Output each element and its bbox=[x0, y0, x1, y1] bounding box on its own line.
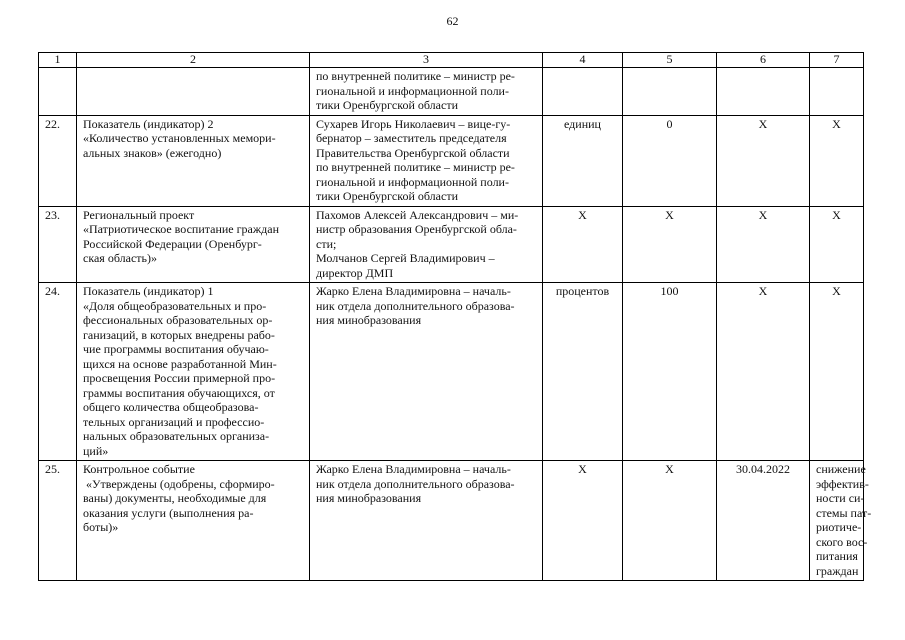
result-cell bbox=[810, 461, 872, 581]
unit-cell: X bbox=[543, 461, 623, 581]
indicator-name-line: оказания услуги (выполнения ра- bbox=[83, 505, 254, 520]
value-cell: 100 bbox=[623, 283, 717, 461]
responsible-person-line: Правительства Оренбургской области bbox=[316, 145, 510, 160]
responsible-person-line: тики Оренбургской области bbox=[316, 98, 458, 112]
result-cell-line: снижение bbox=[816, 462, 866, 476]
column-header: 5 bbox=[623, 53, 717, 68]
unit-cell: единиц bbox=[543, 115, 623, 206]
value-cell: X bbox=[623, 206, 717, 283]
date-cell: 30.04.2022 bbox=[717, 461, 810, 581]
result-cell bbox=[810, 68, 864, 116]
table-row bbox=[39, 115, 864, 206]
table-row bbox=[39, 206, 864, 283]
responsible-person-line: Молчанов Сергей Владимирович – bbox=[316, 251, 495, 265]
indicator-name-line: ций» bbox=[83, 443, 109, 458]
result-cell-line: X bbox=[832, 284, 841, 298]
row-number: 22. bbox=[39, 115, 77, 206]
column-header: 2 bbox=[77, 53, 310, 68]
date-cell: X bbox=[717, 206, 810, 283]
value-cell bbox=[623, 68, 717, 116]
responsible-person-line: гиональной и информационной поли- bbox=[316, 83, 509, 98]
responsible-person-line: ник отдела дополнительного образова- bbox=[316, 298, 515, 313]
result-cell bbox=[810, 206, 864, 283]
responsible-person-line: сти; bbox=[316, 236, 337, 251]
table-row bbox=[39, 68, 864, 116]
responsible-person bbox=[310, 68, 543, 116]
result-cell-line: ского вос- bbox=[816, 534, 868, 549]
indicator-name bbox=[77, 68, 310, 116]
indicator-name-line: щихся на основе разработанной Мин- bbox=[83, 356, 277, 371]
row-number: 24. bbox=[39, 283, 77, 461]
unit-cell: процентов bbox=[543, 283, 623, 461]
responsible-person-line: ник отдела дополнительного образова- bbox=[316, 476, 515, 491]
result-cell-line: питания bbox=[816, 549, 858, 563]
responsible-person-line: ния минобразования bbox=[316, 491, 422, 505]
indicator-name-line: просвещения России примерной про- bbox=[83, 371, 276, 385]
column-header: 4 bbox=[543, 53, 623, 68]
result-cell-line: X bbox=[832, 116, 841, 131]
responsible-person-line: ния минобразования bbox=[316, 313, 422, 327]
result-cell-line: риотиче- bbox=[816, 520, 862, 534]
responsible-person-line: бернатор – заместитель председателя bbox=[316, 131, 507, 145]
indicator-name bbox=[77, 206, 310, 283]
responsible-person-line: Пахомов Алексей Александрович – ми- bbox=[316, 207, 519, 222]
responsible-person-line: по внутренней политике – министр ре- bbox=[316, 160, 515, 174]
indicator-name-line: ганизаций, в которых внедрены рабо- bbox=[83, 327, 275, 342]
indicator-name bbox=[77, 115, 310, 206]
indicators-table bbox=[38, 52, 872, 581]
row-number bbox=[39, 68, 77, 116]
indicator-name-line: тельных организаций и профессио- bbox=[83, 414, 265, 429]
indicator-name-line: Показатель (индикатор) 1 bbox=[83, 284, 214, 298]
responsible-person bbox=[310, 115, 543, 206]
column-header: 1 bbox=[39, 53, 77, 68]
date-cell: X bbox=[717, 283, 810, 461]
result-cell-line: стемы пат- bbox=[816, 505, 872, 520]
indicator-name-line: «Патриотическое воспитание граждан bbox=[83, 222, 280, 236]
indicator-name-line: ская область)» bbox=[83, 251, 157, 265]
date-cell: X bbox=[717, 115, 810, 206]
result-cell-line: эффектив- bbox=[816, 476, 869, 491]
result-cell bbox=[810, 115, 864, 206]
result-cell-line: граждан bbox=[816, 563, 859, 578]
indicator-name-line: боты)» bbox=[83, 520, 119, 534]
indicator-name-line: «Утверждены (одобрены, сформиро- bbox=[83, 476, 275, 491]
column-header: 7 bbox=[810, 53, 864, 68]
row-number: 23. bbox=[39, 206, 77, 283]
unit-cell bbox=[543, 68, 623, 116]
responsible-person-line: гиональной и информационной поли- bbox=[316, 174, 509, 189]
indicator-name-line: чие программы воспитания обучаю- bbox=[83, 342, 269, 356]
responsible-person bbox=[310, 283, 543, 461]
indicator-name-line: граммы воспитания обучающихся, от bbox=[83, 385, 275, 400]
indicator-name-line: нальных образовательных организа- bbox=[83, 429, 270, 443]
indicator-name-line: фессиональных образовательных ор- bbox=[83, 313, 273, 327]
header-row bbox=[39, 53, 864, 68]
table-row bbox=[39, 461, 864, 581]
indicator-name-line: «Количество установленных мемори- bbox=[83, 131, 276, 145]
responsible-person-line: тики Оренбургской области bbox=[316, 189, 458, 203]
responsible-person-line: по внутренней политике – министр ре- bbox=[316, 69, 515, 83]
result-cell bbox=[810, 283, 864, 461]
result-cell-line: X bbox=[832, 207, 841, 222]
responsible-person-line: Жарко Елена Владимировна – началь- bbox=[316, 284, 511, 298]
responsible-person bbox=[310, 206, 543, 283]
indicator-name bbox=[77, 461, 310, 581]
responsible-person-line: Сухарев Игорь Николаевич – вице-гу- bbox=[316, 116, 511, 131]
result-cell-line: ности си- bbox=[816, 491, 865, 505]
indicator-name-line: общего количества общеобразова- bbox=[83, 400, 259, 414]
responsible-person-line: директор ДМП bbox=[316, 265, 394, 280]
indicator-name-line: ваны) документы, необходимые для bbox=[83, 491, 267, 505]
row-number: 25. bbox=[39, 461, 77, 581]
unit-cell: X bbox=[543, 206, 623, 283]
date-cell bbox=[717, 68, 810, 116]
indicator-name-line: Контрольное событие bbox=[83, 462, 195, 476]
indicator-name-line: Показатель (индикатор) 2 bbox=[83, 116, 214, 131]
responsible-person bbox=[310, 461, 543, 581]
column-header: 6 bbox=[717, 53, 810, 68]
indicator-name-line: альных знаков» (ежегодно) bbox=[83, 145, 222, 160]
column-header: 3 bbox=[310, 53, 543, 68]
value-cell: 0 bbox=[623, 115, 717, 206]
table-row bbox=[39, 283, 864, 461]
indicator-name-line: «Доля общеобразовательных и про- bbox=[83, 298, 267, 313]
responsible-person-line: нистр образования Оренбургской обла- bbox=[316, 222, 517, 236]
indicator-name-line: Российской Федерации (Оренбург- bbox=[83, 236, 262, 251]
indicator-name-line: Региональный проект bbox=[83, 207, 195, 222]
page-number: 62 bbox=[446, 14, 459, 28]
value-cell: X bbox=[623, 461, 717, 581]
indicator-name bbox=[77, 283, 310, 461]
responsible-person-line: Жарко Елена Владимировна – началь- bbox=[316, 462, 511, 476]
